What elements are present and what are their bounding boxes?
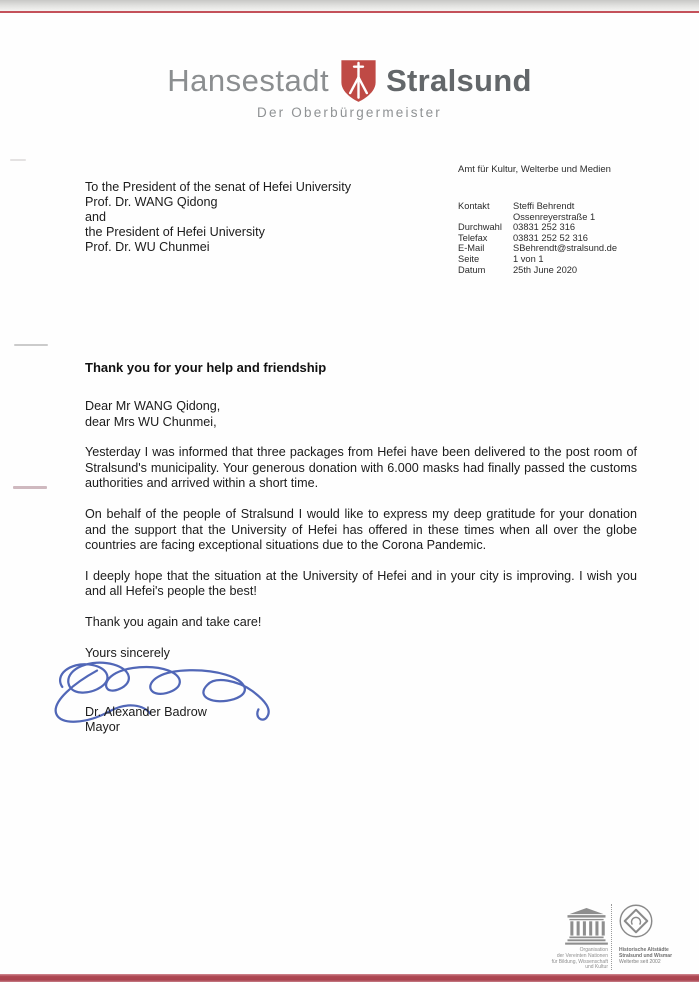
contact-row: [458, 201, 617, 212]
recipient-address: [85, 180, 351, 255]
recipient-line: Prof. Dr. WU Chunmei: [85, 240, 210, 254]
unesco-logo-icon: [564, 908, 609, 946]
body-paragraph: I deeply hope that the situation at the University of Hefei and in your city is improving. I wish you and all Hefei's people the best!: [85, 568, 637, 599]
signer-title: Mayor: [85, 720, 120, 734]
unesco-caption-line: der Vereinten Nationen: [556, 952, 608, 959]
footer-separator: [611, 904, 612, 970]
contact-value: 03831 252 52 316: [513, 232, 588, 243]
recipient-line: To the President of the senat of Hefei University: [85, 180, 352, 194]
fold-mark-bottom: [13, 486, 47, 489]
heritage-caption-light: Welterbe seit 2002: [619, 958, 661, 965]
recipient-line: and: [85, 210, 107, 224]
unesco-caption-line: und Kultur: [585, 964, 608, 971]
fold-mark-middle: [14, 344, 48, 346]
closing-line: Yours sincerely: [85, 645, 170, 660]
salutation-line: Dear Mr WANG Qidong,: [85, 399, 221, 413]
contact-row: [458, 233, 617, 244]
footer-logos: [540, 900, 699, 974]
contact-row: [458, 212, 617, 223]
contact-label: [458, 212, 513, 223]
recipient-line: the President of Hefei University: [85, 225, 265, 239]
heritage-caption-line: Stralsund und Wismar: [619, 952, 673, 959]
scan-edge-strip: [0, 0, 699, 11]
brand-name-stralsund: Stralsund: [386, 63, 532, 98]
letterhead-subtitle: Der Oberbürgermeister: [257, 105, 442, 120]
contact-label: Telefax: [458, 232, 488, 243]
stralsund-shield-icon: [340, 58, 377, 104]
letter-body: [85, 399, 637, 676]
world-heritage-emblem-icon: [618, 903, 654, 939]
body-paragraph: On behalf of the people of Stralsund I would like to express my deep gratitude for your donation and the support that the University of Hefei has offered in these times when all over the globe countries are facing exceptional situations due to the Corona Pandemic.: [85, 506, 637, 553]
bottom-red-bar: [0, 974, 699, 982]
contact-row: [458, 222, 617, 233]
contact-value: 1 von 1: [513, 253, 544, 264]
fold-mark-top: [10, 159, 26, 161]
department-label: Amt für Kultur, Welterbe und Medien: [458, 164, 611, 175]
top-red-line: [0, 11, 699, 13]
contact-block: [458, 201, 617, 275]
brand-name-hansestadt: Hansestadt: [167, 63, 330, 98]
contact-value: 25th June 2020: [513, 264, 578, 275]
unesco-caption: [540, 948, 608, 971]
contact-row: [458, 243, 617, 254]
unesco-caption-line: Organisation: [579, 947, 608, 953]
contact-row: [458, 265, 617, 276]
contact-row: [458, 254, 617, 265]
recipient-line: Prof. Dr. WANG Qidong: [85, 195, 218, 209]
contact-value: Ossenreyerstraße 1: [513, 211, 596, 222]
heritage-caption-bold: [619, 948, 697, 960]
contact-label: Seite: [458, 253, 480, 264]
contact-label: Kontakt: [458, 201, 490, 211]
body-paragraph: Yesterday I was informed that three packages from Hefei have been delivered to the post room of Stralsund's municipality. Your generous donation with 6.000 masks had finally passed the customs authorities and arrived within a short time.: [85, 445, 637, 491]
contact-label: Datum: [458, 264, 486, 275]
salutation: [85, 399, 637, 430]
contact-label: Durchwahl: [458, 222, 502, 233]
contact-label: E-Mail: [458, 243, 485, 254]
paragraphs: [85, 445, 637, 630]
signer-name: Dr. Alexander Badrow: [85, 705, 207, 719]
contact-value: 03831 252 316: [513, 222, 576, 233]
letterhead: [0, 58, 699, 104]
heritage-caption-line: Historische Altstädte: [619, 947, 669, 953]
signer-block: [85, 705, 207, 735]
heritage-caption: [619, 948, 697, 965]
contact-value: Steffi Behrendt: [513, 201, 575, 211]
contact-value: SBehrendt@stralsund.de: [513, 243, 618, 254]
body-paragraph: Thank you again and take care!: [85, 614, 262, 629]
salutation-line: dear Mrs WU Chunmei,: [85, 414, 217, 429]
unesco-caption-line: für Bildung, Wissenschaft: [551, 958, 608, 965]
subject-line: Thank you for your help and friendship: [85, 360, 327, 375]
